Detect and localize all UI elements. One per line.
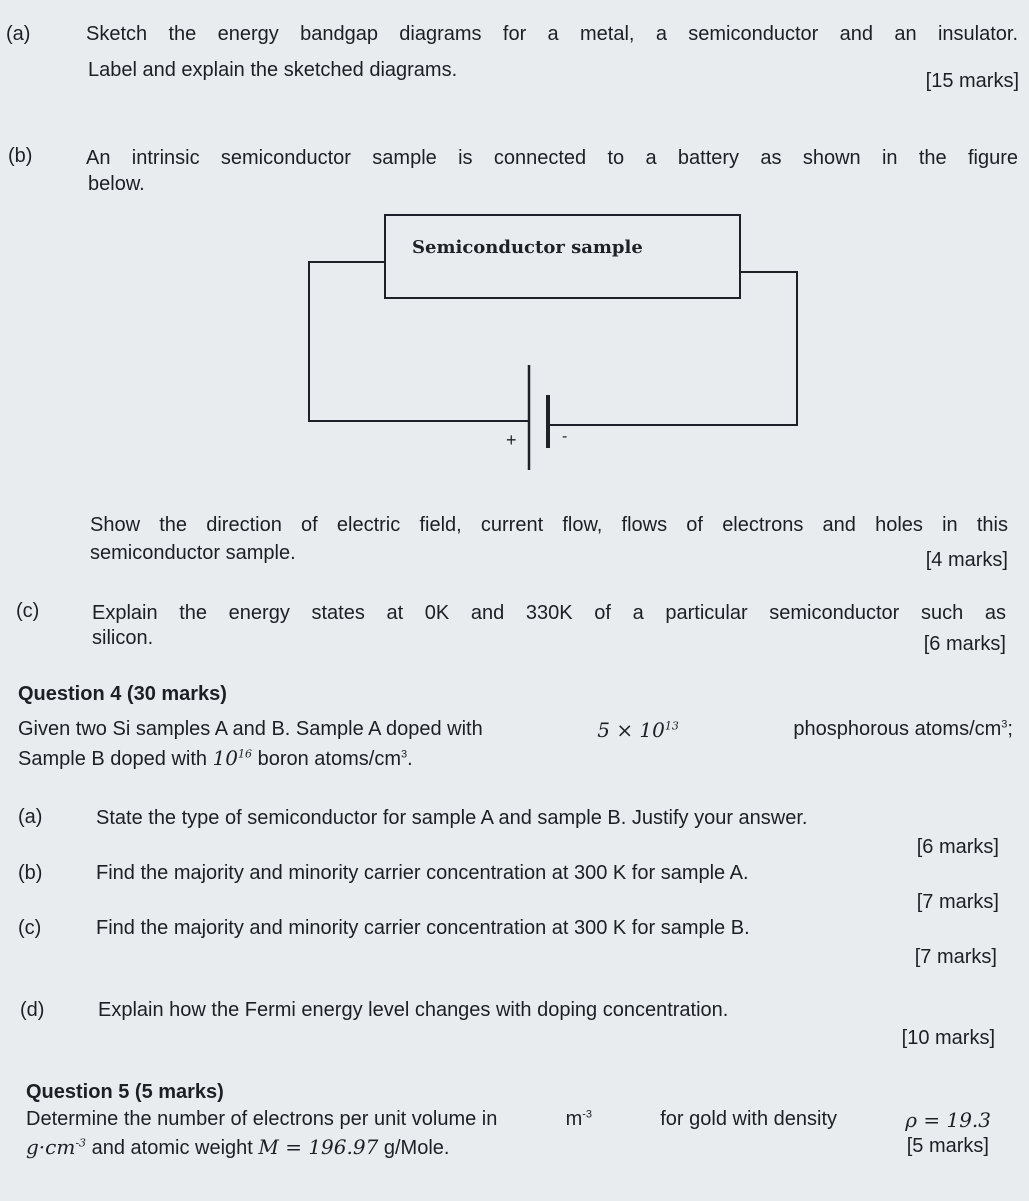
q4-sample-b-exp: 16 (238, 747, 253, 761)
q3b-text-line1: An intrinsic semiconductor sample is connected to a battery as shown in the figure (86, 147, 1018, 169)
q5-marks: [5 marks] (906, 1135, 989, 1157)
q3a-marks: [15 marks] (925, 70, 1019, 92)
q3a-label: (a) (6, 23, 31, 45)
q4-heading: Question 4 (30 marks) (18, 683, 227, 705)
q5-atomic-weight: M = 196.97 (258, 1135, 379, 1159)
q4-sample-a-unit (793, 718, 1013, 742)
sample-label: Semiconductor sample (412, 237, 643, 258)
q5-unit-m-text: m (565, 1108, 583, 1130)
q4c-label: (c) (18, 917, 42, 939)
q3a-text-line1: Sketch the energy bandgap diagrams for a metal, a semiconductor and an insulator. (86, 23, 1018, 45)
q4a-text: State the type of semiconductor for sample A and sample B. Justify your answer. (96, 807, 808, 829)
q4d-marks: [10 marks] (901, 1027, 995, 1049)
q4b-marks: [7 marks] (916, 891, 999, 913)
q5-unit-gcm-exp: -3 (75, 1136, 87, 1150)
q5-density-value: ρ = 19.3 (905, 1108, 991, 1132)
right-wire (548, 272, 797, 425)
q5-unit-m-exp: -3 (582, 1108, 593, 1121)
q3b-text-line2: below. (88, 173, 145, 195)
q4-intro-line1 (18, 718, 1013, 742)
q4c-text: Find the majority and minority carrier concentration at 300 K for sample B. (96, 917, 750, 939)
q4b-label: (b) (18, 862, 43, 884)
q4b-text: Find the majority and minority carrier concentration at 300 K for sample A. (96, 862, 749, 884)
q4-sample-b-base: 10 (212, 746, 239, 770)
q4-intro1-end: ; (1007, 718, 1013, 740)
q4-intro2-end: . (407, 748, 413, 770)
q3c-label: (c) (16, 600, 40, 622)
q4-intro1-text: Given two Si samples A and B. Sample A doped with (18, 718, 483, 740)
q5-line1-mid: for gold with density (660, 1108, 838, 1130)
q4-sample-b-unit: boron atoms/cm (257, 748, 401, 770)
q5-unit-gcm (26, 1135, 86, 1159)
q3b-marks: [4 marks] (925, 549, 1008, 571)
q3b-label: (b) (8, 145, 33, 167)
q3c-text-line1: Explain the energy states at 0K and 330K of a particular semiconductor such as (92, 602, 1006, 624)
q4c-marks: [7 marks] (914, 946, 997, 968)
q4-intro-line2 (18, 746, 413, 771)
q4-sample-a-concentration (597, 718, 679, 742)
q4-intro2-text: Sample B doped with (18, 748, 208, 770)
q5-line2 (26, 1135, 449, 1160)
q4-sample-a-unit-text: phosphorous atoms/cm (793, 718, 1002, 740)
q4a-label: (a) (18, 806, 43, 828)
q4-sample-a-exp: 13 (664, 719, 679, 733)
q4-sample-a-unit-exp: 3 (1001, 718, 1008, 731)
left-wire (309, 262, 530, 421)
q5-heading: Question 5 (5 marks) (26, 1081, 224, 1103)
q3a-text-line2: Label and explain the sketched diagrams. (88, 59, 458, 81)
q5-unit-m (566, 1108, 592, 1132)
battery-plus-sign: + (506, 430, 517, 450)
q3b-text-line3: Show the direction of electric field, current flow, flows of electrons and holes in this (90, 514, 1008, 536)
q3b-text-line4: semiconductor sample. (90, 542, 296, 564)
battery-minus-sign: - (562, 428, 568, 445)
q4-sample-a-coef: 5 × 10 (597, 718, 665, 742)
q5-line1-text: Determine the number of electrons per unit volume in (26, 1108, 498, 1130)
q3c-text-line2: silicon. (92, 627, 154, 649)
q4d-label: (d) (20, 999, 45, 1021)
q4a-marks: [6 marks] (916, 836, 999, 858)
q5-line2-end: g/Mole. (383, 1137, 450, 1159)
q3c-marks: [6 marks] (923, 633, 1006, 655)
q4d-text: Explain how the Fermi energy level changes with doping concentration. (98, 999, 729, 1021)
q5-line1 (26, 1108, 991, 1132)
q4-sample-b-unit-exp: 3 (400, 748, 408, 761)
q5-unit-gcm-text: g·cm (26, 1135, 76, 1159)
q5-line2-text: and atomic weight (91, 1137, 253, 1159)
q4-sample-b-concentration (213, 746, 252, 770)
